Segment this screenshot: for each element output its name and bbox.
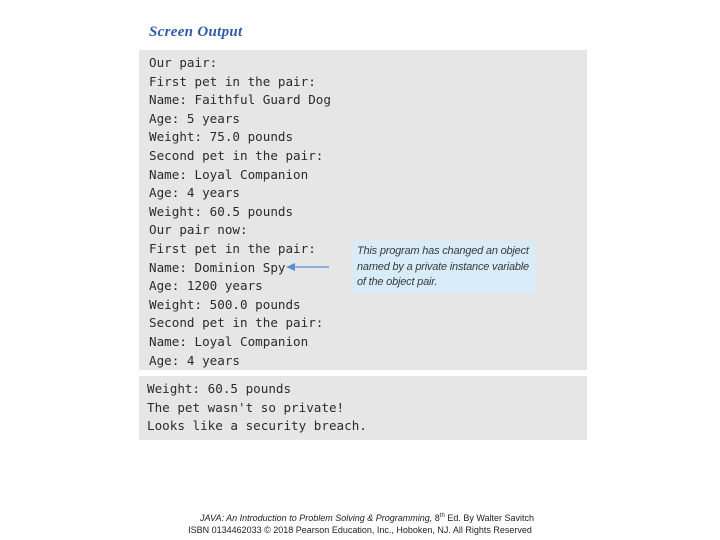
console-output-panel <box>139 50 587 370</box>
output-line: Name: Faithful Guard Dog <box>149 92 331 108</box>
output-line: Second pet in the pair: <box>149 147 324 163</box>
annotation-callout <box>352 241 535 292</box>
output-line: Our pair now: <box>149 222 248 238</box>
output-line: Age: 4 years <box>149 185 240 201</box>
section-title: Screen Output <box>149 24 243 40</box>
output-line: Weight: 60.5 pounds <box>147 381 292 396</box>
output-line: Age: 4 years <box>149 352 240 368</box>
output-line: First pet in the pair: <box>149 240 316 256</box>
output-line: Our pair: <box>149 55 218 70</box>
output-line: Weight: 75.0 pounds <box>149 129 294 145</box>
output-line: Looks like a security breach. <box>147 418 367 434</box>
annotation-text: This program has changed an object named by a private instance variable of the object pair. <box>357 245 529 288</box>
output-line: The pet wasn't so private! <box>147 399 345 415</box>
footer-book-title: JAVA: An Introduction to Problem Solving & Programming, <box>199 513 433 523</box>
footer-copyright: ISBN 0134462033 © 2018 Pearson Education, Inc., Hoboken, NJ. All Rights Reserved <box>188 525 532 535</box>
output-line: Age: 5 years <box>149 110 240 126</box>
footer-edition-suffix: th <box>439 513 445 519</box>
callout-arrow-icon <box>285 261 331 273</box>
output-line: Second pet in the pair: <box>149 315 324 331</box>
output-line: Name: Loyal Companion <box>149 166 309 182</box>
footer-edition-number: 8 <box>434 513 440 523</box>
output-line: Age: 1200 years <box>149 278 263 294</box>
output-line-highlighted: Name: Dominion Spy <box>149 259 286 275</box>
output-line: Name: Loyal Companion <box>149 333 309 349</box>
console-output-panel-continued <box>139 376 587 440</box>
footer-citation <box>0 513 720 523</box>
output-line: Weight: 60.5 pounds <box>149 203 294 219</box>
output-line: First pet in the pair: <box>149 73 316 89</box>
footer-edition-rest: Ed. By Walter Savitch <box>444 513 535 523</box>
output-line: Weight: 500.0 pounds <box>149 296 301 312</box>
